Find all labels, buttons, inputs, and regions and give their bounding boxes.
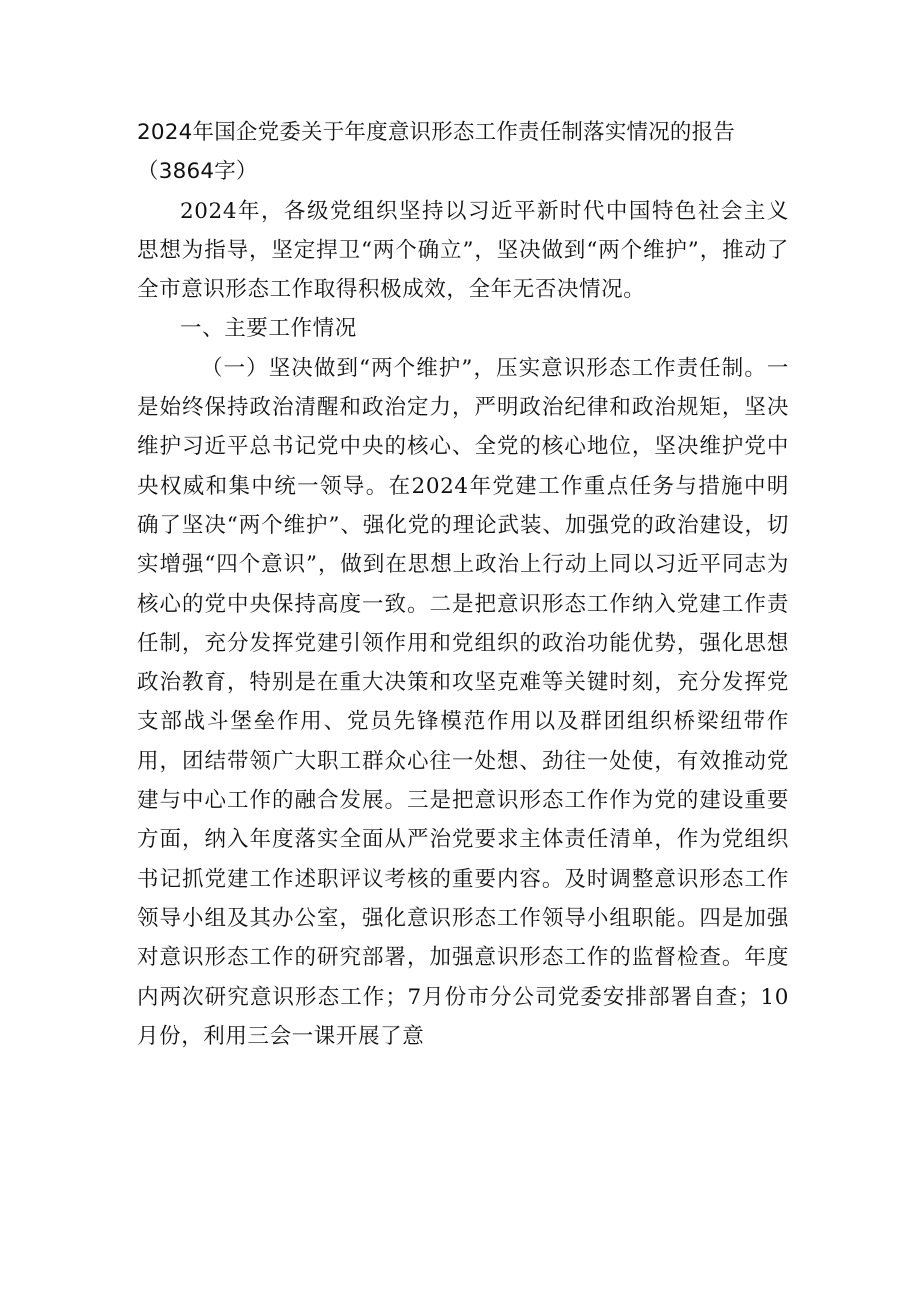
document-title: 2024年国企党委关于年度意识形态工作责任制落实情况的报告（3864字） — [137, 120, 736, 185]
section-heading: 一、主要工作情况 — [180, 316, 357, 342]
document-body — [137, 113, 789, 1056]
section-body-paragraph: （一）坚决做到“两个维护”，压实意识形态工作责任制。一是始终保持政治清醒和政治定力，严明政治纪律和政治规矩，坚决维护习近平总书记党中央的核心、全党的核心地位，坚决维护党中央权威和集中统一领导。在2024年党建工作重点任务与措施中明确了坚决“两个维护”、强化党的理论武装、加强党的政治建设，切实增强“四个意识”，做到在思想上政治上行动上同以习近平同志为核心的党中央保持高度一致。二是把意识形态工作纳入党建工作责任制，充分发挥党建引领作用和党组织的政治功能优势，强化思想政治教育，特别是在重大决策和攻坚克难等关键时刻，充分发挥党支部战斗堡垒作用、党员先锋模范作用以及群团组织桥梁纽带作用，团结带领广大职工群众心往一处想、劲往一处使，有效推动党建与中心工作的融合发展。三是把意识形态工作作为党的建设重要方面，纳入年度落实全面从严治党要求主体责任清单，作为党组织书记抓党建工作述职评议考核的重要内容。及时调整意识形态工作领导小组及其办公室，强化意识形态工作领导小组职能。四是加强对意识形态工作的研究部署，加强意识形态工作的监督检查。年度内两次研究意识形态工作；7月份市分公司党委安排部署自查；10月份，利用三会一课开展了意 — [137, 355, 789, 1049]
intro-paragraph: 2024年，各级党组织坚持以习近平新时代中国特色社会主义思想为指导，坚定捍卫“两个确立”，坚决做到“两个维护”，推动了全市意识形态工作取得积极成效，全年无否决情况。 — [137, 198, 789, 303]
